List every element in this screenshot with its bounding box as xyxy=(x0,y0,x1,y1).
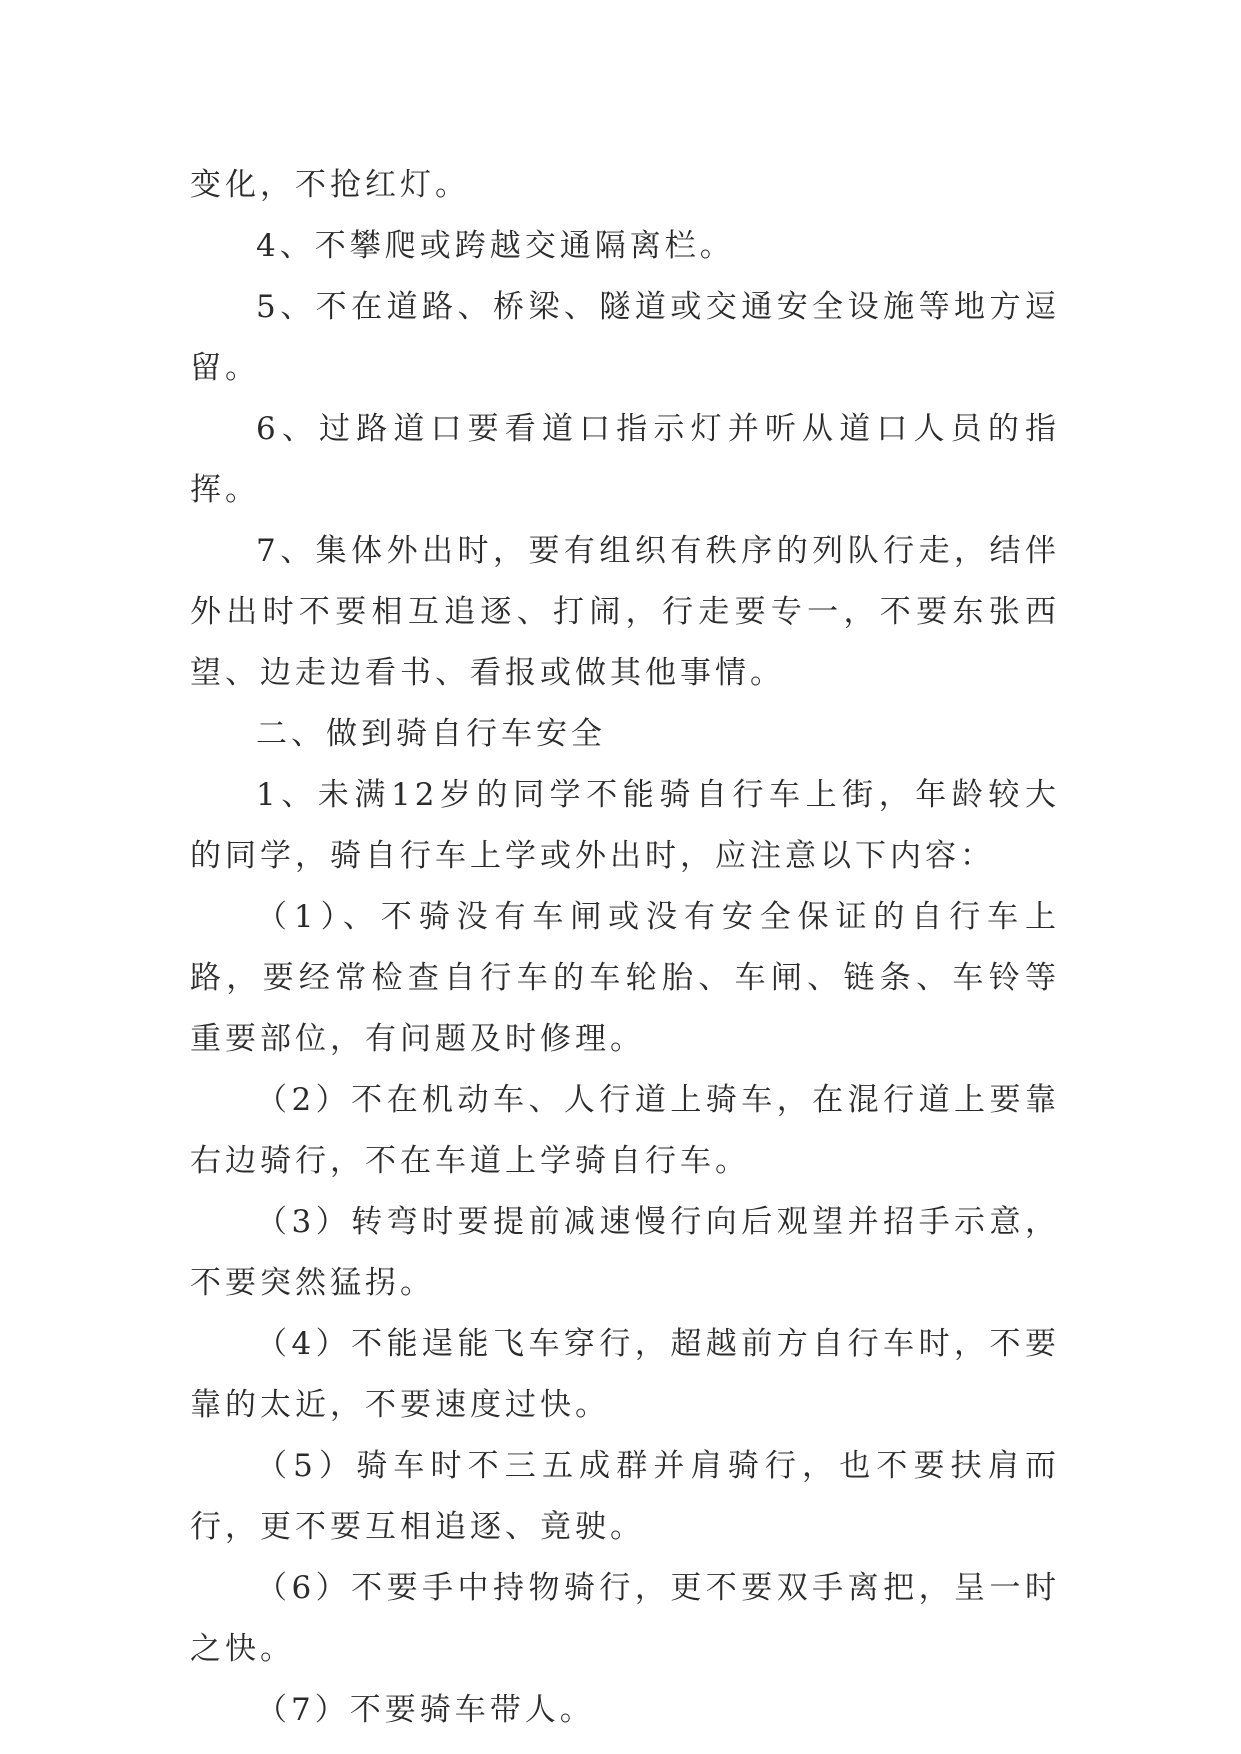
sub-item-4: （4）不能逞能飞车穿行，超越前方自行车时，不要靠的太近，不要速度过快。 xyxy=(190,1326,1060,1423)
sub-item-5: （5）骑车时不三五成群并肩骑行，也不要扶肩而行，更不要互相追逐、竟驶。 xyxy=(190,1448,1060,1545)
section-heading: 二、做到骑自行车安全 xyxy=(256,716,606,752)
sub-item-6: （6）不要手中持物骑行，更不要双手离把，呈一时之快。 xyxy=(190,1570,1060,1667)
sub-item-3: （3）转弯时要提前减速慢行向后观望并招手示意，不要突然猛拐。 xyxy=(190,1204,1060,1301)
document-body xyxy=(190,155,1060,1741)
paragraph-item-7: 7、集体外出时，要有组织有秩序的列队行走，结伴外出时不要相互追逐、打闹，行走要专一，不要东张西望、边走边看书、看报或做其他事情。 xyxy=(190,533,1060,691)
paragraph-item-6: 6、过路道口要看道口指示灯并听从道口人员的指挥。 xyxy=(190,411,1060,508)
paragraph-continuation: 变化，不抢红灯。 xyxy=(190,167,470,203)
sub-item-2: （2）不在机动车、人行道上骑车，在混行道上要靠右边骑行，不在车道上学骑自行车。 xyxy=(190,1082,1060,1179)
paragraph-item-5: 5、不在道路、桥梁、隧道或交通安全设施等地方逗留。 xyxy=(190,289,1060,386)
sub-item-7: （7）不要骑车带人。 xyxy=(256,1692,595,1728)
sub-item-1: （1）、不骑没有车闸或没有安全保证的自行车上路，要经常检查自行车的车轮胎、车闸、链条、车铃等重要部位，有问题及时修理。 xyxy=(190,899,1060,1057)
paragraph-item-1: 1、未满12岁的同学不能骑自行车上街，年龄较大的同学，骑自行车上学或外出时，应注意以下内容： xyxy=(190,777,1060,874)
paragraph-item-4: 4、不攀爬或跨越交通隔离栏。 xyxy=(256,228,735,264)
